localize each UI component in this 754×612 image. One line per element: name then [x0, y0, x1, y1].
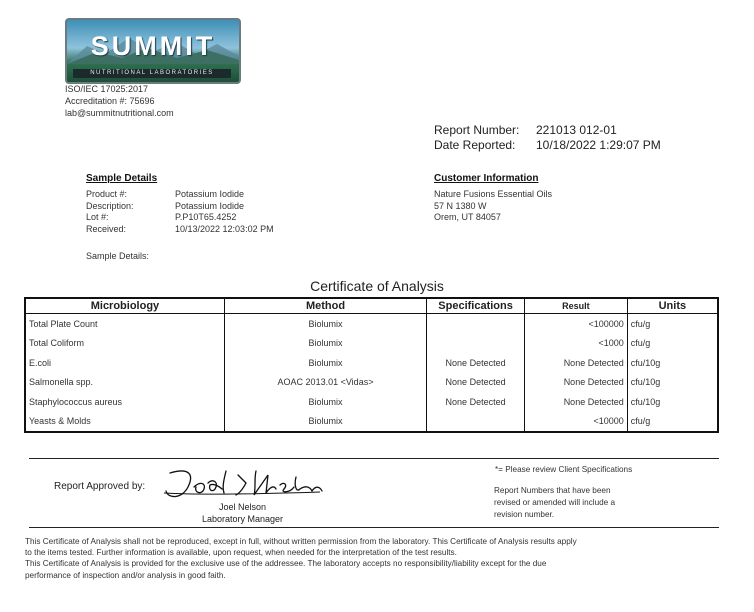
test-name: Staphylococcus aureus — [25, 392, 224, 412]
report-number-label: Report Number: — [434, 123, 520, 137]
test-result: None Detected — [525, 392, 628, 412]
test-units: cfu/g — [627, 314, 718, 334]
disclaimer-line4: performance of inspection and/or analysis in good faith. — [25, 571, 226, 580]
approver-title: Laboratory Manager — [201, 514, 284, 524]
table-row — [25, 373, 718, 393]
report-date-label: Date Reported: — [434, 138, 516, 152]
test-method: Biolumix — [224, 353, 426, 373]
test-result: <10000 — [525, 412, 628, 433]
column-header-microbiology: Microbiology — [25, 298, 224, 314]
lab-iso: ISO/IEC 17025:2017 — [65, 84, 149, 94]
test-result: None Detected — [525, 353, 628, 373]
lab-accreditation: Accreditation #: 75696 — [65, 96, 155, 106]
disclaimer-line3: This Certificate of Analysis is provided for the exclusive use of the addressee. The laboratory accepts no responsibility/liability except for the due — [25, 559, 547, 568]
sample-details-heading: Sample Details — [86, 173, 158, 184]
test-units: cfu/g — [627, 334, 718, 354]
test-spec — [427, 334, 525, 354]
logo-subtitle: NUTRITIONAL LABORATORIES — [73, 69, 231, 78]
revision-note-line3: revision number. — [494, 510, 555, 519]
report-number: 221013 012-01 — [536, 123, 617, 137]
test-units: cfu/10g — [627, 373, 718, 393]
test-units: cfu/10g — [627, 353, 718, 373]
test-name: Total Plate Count — [25, 314, 224, 334]
column-header-result: Result — [525, 298, 628, 314]
section-divider — [29, 458, 719, 459]
test-method: AOAC 2013.01 <Vidas> — [224, 373, 426, 393]
column-header-units: Units — [627, 298, 718, 314]
table-header-row — [25, 298, 718, 314]
approved-by-label: Report Approved by: — [54, 481, 146, 492]
test-units: cfu/g — [627, 412, 718, 433]
table-row — [25, 314, 718, 334]
received-value: 10/13/2022 12:03:02 PM — [175, 223, 274, 234]
disclaimer-line2: to the items tested. Further information is available, upon request, when needed for the interpretation of the test results. — [25, 548, 457, 557]
section-divider — [29, 527, 719, 528]
description-value: Potassium Iodide — [175, 200, 245, 211]
disclaimer-line1: This Certificate of Analysis shall not be reproduced, except in full, without written permission from the laboratory. This Certificate of Analysis results apply — [25, 537, 577, 546]
product-value: Potassium Iodide — [175, 189, 245, 199]
results-table — [24, 297, 719, 433]
test-name: Total Coliform — [25, 334, 224, 354]
lab-email: lab@summitnutritional.com — [65, 108, 174, 118]
customer-info-heading: Customer Information — [434, 173, 539, 184]
logo-name: SUMMIT — [90, 31, 216, 61]
column-header-specifications: Specifications — [427, 298, 525, 314]
customer-address1: 57 N 1380 W — [434, 200, 487, 211]
test-method: Biolumix — [224, 392, 426, 412]
test-spec — [427, 412, 525, 433]
test-result: None Detected — [525, 373, 628, 393]
lot-label: Lot #: — [86, 212, 109, 222]
test-method: Biolumix — [224, 314, 426, 334]
signature-image — [160, 465, 330, 503]
test-method: Biolumix — [224, 334, 426, 354]
test-spec: None Detected — [427, 373, 525, 393]
summit-logo — [65, 18, 241, 84]
test-spec — [427, 314, 525, 334]
certificate-title: Certificate of Analysis — [310, 278, 444, 294]
test-name: Yeasts & Molds — [25, 412, 224, 433]
test-result: <1000 — [525, 334, 628, 354]
table-row — [25, 392, 718, 412]
table-row — [25, 353, 718, 373]
description-label: Description: — [86, 200, 134, 211]
sample-details-label: Sample Details: — [86, 251, 150, 261]
report-date: 10/18/2022 1:29:07 PM — [536, 138, 661, 152]
test-name: Salmonella spp. — [25, 373, 224, 393]
test-units: cfu/10g — [627, 392, 718, 412]
client-spec-note: *= Please review Client Specifications — [495, 465, 633, 474]
test-spec: None Detected — [427, 392, 525, 412]
test-name: E.coli — [25, 353, 224, 373]
test-method: Biolumix — [224, 412, 426, 433]
received-label: Received: — [86, 223, 127, 234]
approver-name: Joel Nelson — [218, 502, 267, 512]
revision-note-line1: Report Numbers that have been — [494, 486, 611, 495]
table-row — [25, 412, 718, 433]
lot-value: P.P10T65.4252 — [175, 212, 237, 222]
revision-note-line2: revised or amended will include a — [494, 498, 616, 507]
table-row — [25, 334, 718, 354]
test-result: <100000 — [525, 314, 628, 334]
customer-address2: Orem, UT 84057 — [434, 212, 501, 222]
column-header-method: Method — [224, 298, 426, 314]
product-label: Product #: — [86, 189, 128, 199]
customer-name: Nature Fusions Essential Oils — [434, 189, 553, 199]
test-spec: None Detected — [427, 353, 525, 373]
